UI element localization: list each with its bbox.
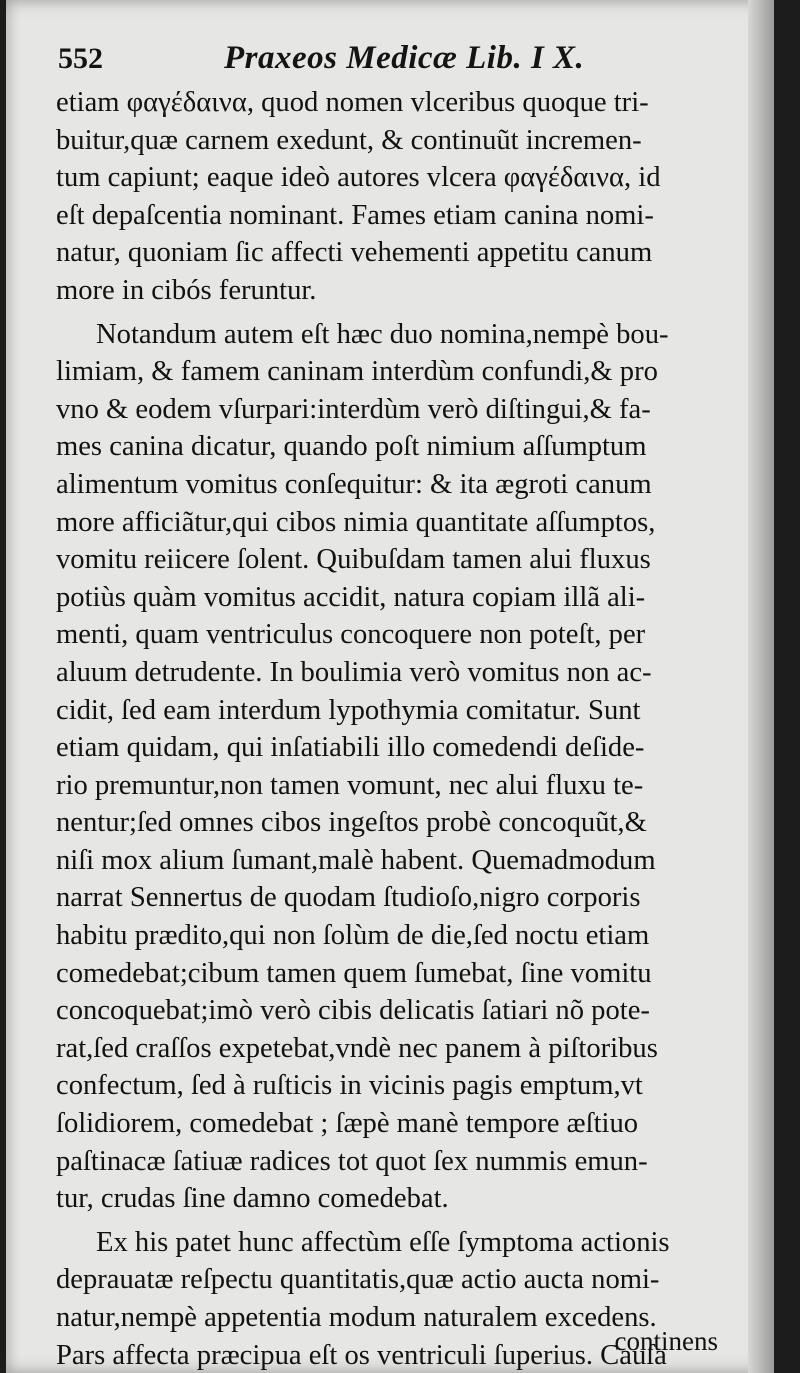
text-line: ſolidiorem, comedebat ; ſæpè manè tempore æſtiuo: [56, 1108, 639, 1140]
text-line: more afficiãtur,qui cibos nimia quantitate aſſumptos,: [56, 506, 656, 538]
text-line: mes canina dicatur, quando poſt nimium aſſumptum: [56, 431, 647, 463]
page-header: [54, 40, 754, 88]
text-line: eſt depaſcentia nominant. Fames etiam canina nomi-: [56, 199, 654, 231]
text-line: natur,nempè appetentia modum naturalem excedens.: [56, 1302, 657, 1333]
text-line: rio premuntur,non tamen vomunt, nec alui fluxu te-: [56, 769, 644, 801]
running-head: Praxeos Medicæ Lib. I X.: [224, 40, 585, 76]
text-line: narrat Sennertus de quodam ſtudioſo,nigro corporis: [56, 882, 641, 914]
text-line: concoquebat;imò verò cibis delicatis ſatiari nõ pote-: [56, 995, 650, 1027]
text-line: habitu prædito,qui non ſolùm de die,ſed noctu etiam: [56, 920, 650, 952]
text-line: natur, quoniam ſic affecti vehementi appetitu canum: [56, 237, 653, 269]
text-line: paſtinacæ ſatiuæ radices tot quot ſex nummis emun-: [56, 1145, 648, 1177]
paragraph-first-line: Ex his patet hunc affectùm eſſe ſymptoma actionis: [96, 1226, 670, 1258]
text-line: alimentum vomitus conſequitur: & ita ægroti canum: [56, 468, 652, 500]
text-line: Pars affecta præcipua eſt os ventriculi ſuperius. Cauſa: [56, 1339, 667, 1371]
text-line: buitur,quæ carnem exedunt, & continuũt incremen-: [56, 124, 642, 156]
text-line: potiùs quàm vomitus accidit, natura copiam illã ali-: [56, 581, 646, 613]
text-line: etiam quidam, qui inſatiabili illo comedendi deſide-: [56, 732, 645, 764]
text-line: etiam φαγέδαινα, quod nomen vlceribus quoque tri-: [56, 87, 649, 118]
text-line: menti, quam ventriculus concoquere non poteſt, per: [56, 619, 646, 651]
text-line: comedebat;cibum tamen quem ſumebat, ſine vomitu: [56, 957, 652, 989]
text-line: niſi mox alium ſumant,malè habent. Quemadmodum: [56, 844, 656, 876]
text-line: tum capiunt; eaque ideò autores vlcera φαγέδαινα, id: [56, 162, 661, 194]
body-text: [56, 84, 768, 1373]
page-number: 552: [58, 42, 103, 75]
paragraph-first-line: Notandum autem eſt hæc duo nomina,nempè bou-: [96, 318, 669, 350]
text-line: rat,ſed craſſos expetebat,vndè nec panem à piſtoribus: [56, 1032, 658, 1064]
book-page: [6, 0, 774, 1373]
text-line: limiam, & famem caninam interdùm confundi,& pro: [56, 356, 658, 388]
text-line: more in cibós feruntur.: [56, 274, 317, 306]
text-line: vomitu reiicere ſolent. Quibuſdam tamen alui fluxus: [56, 544, 651, 576]
text-line: confectum, ſed à ruſticis in vicinis pagis emptum,vt: [56, 1070, 643, 1102]
text-line: aluum detrudente. In boulimia verò vomitus non ac-: [56, 656, 652, 688]
text-line: nentur;ſed omnes cibos ingeſtos probè concoquũt,&: [56, 807, 647, 839]
text-line: deprauatæ reſpectu quantitatis,quæ actio aucta nomi-: [56, 1264, 660, 1296]
catchword: continens: [614, 1326, 718, 1356]
text-line: tur, crudas ſine damno comedebat.: [56, 1183, 449, 1215]
text-line: cidit, ſed eam interdum lypothymia comitatur. Sunt: [56, 694, 641, 726]
text-line: vno & eodem vſurpari:interdùm verò diſtingui,& fa-: [56, 393, 651, 425]
